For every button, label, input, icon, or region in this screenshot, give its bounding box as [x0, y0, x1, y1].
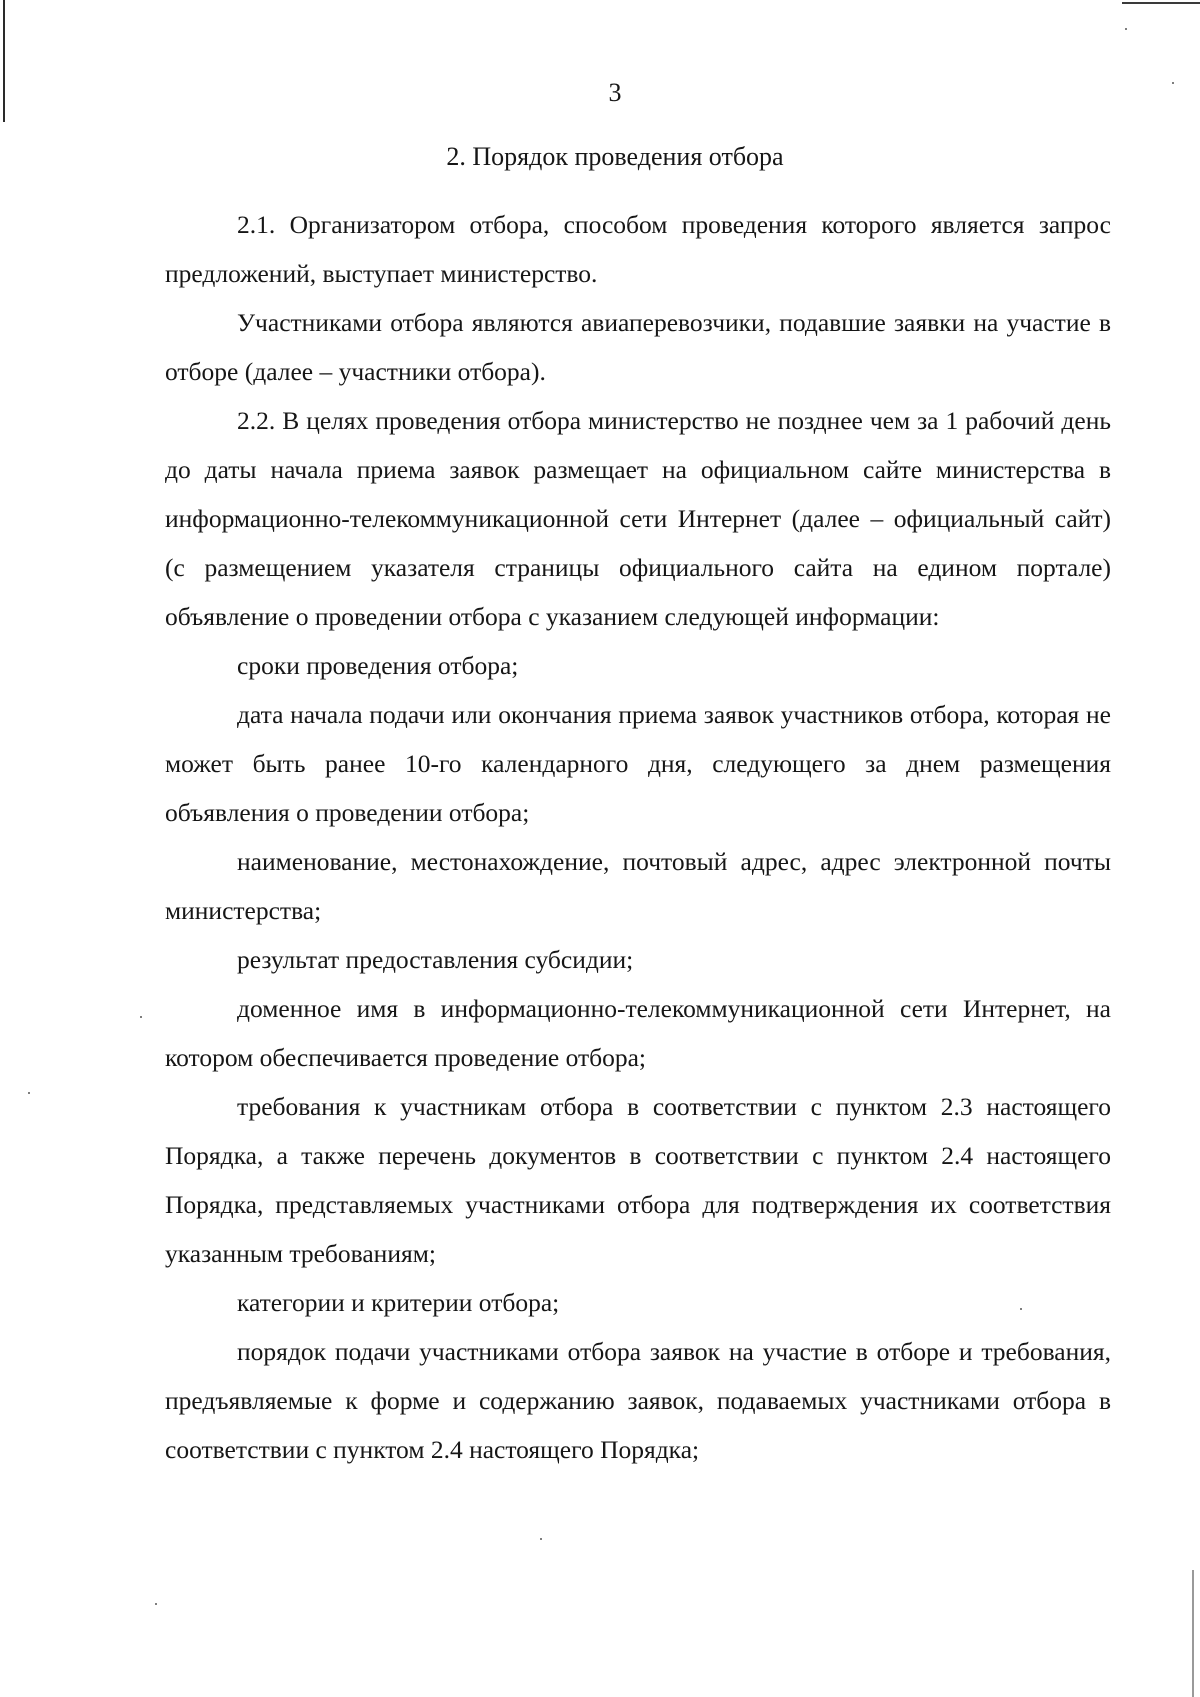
page-number: 3 [608, 78, 622, 107]
list-item-domain: доменное имя в информационно-телекоммуникационной сети Интернет, на котором обеспечивается проведение отбора; [165, 994, 1111, 1072]
list-item-contacts: наименование, местонахождение, почтовый адрес, адрес электронной почты министерства; [165, 847, 1111, 925]
paragraph-2-2: 2.2. В целях проведения отбора министерство не позднее чем за 1 рабочий день до даты начала приема заявок размещает на официальном сайте министерства в информационно-телекоммуникационной сети Интернет (далее – официальный сайт) (с размещением указателя страницы официального сайта на едином портале) объявление о проведении отбора с указанием следующей информации: [165, 406, 1111, 631]
scan-speck [155, 1603, 157, 1605]
scan-speck [28, 1092, 30, 1094]
body-text [165, 200, 1111, 1474]
list-item-result: результат предоставления субсидии; [237, 945, 634, 974]
section-title: 2. Порядок проведения отбора [446, 142, 784, 171]
scan-edge-top-right [1122, 2, 1200, 4]
list-item-requirements: требования к участникам отбора в соответствии с пунктом 2.3 настоящего Порядка, а также перечень документов в соответствии с пунктом 2.4 настоящего Порядка, представляемых участниками отбора для подтверждения их соответствия указанным требованиям; [165, 1092, 1111, 1268]
paragraph-2-1: 2.1. Организатором отбора, способом проведения которого является запрос предложений, выступает министерство. [165, 210, 1111, 288]
scan-edge-right [1192, 1570, 1194, 1697]
list-item-terms: сроки проведения отбора; [237, 651, 519, 680]
list-item-submission-order: порядок подачи участниками отбора заявок на участие в отборе и требования, предъявляемые к форме и содержанию заявок, подаваемых участниками отбора в соответствии с пунктом 2.4 настоящего Порядка; [165, 1337, 1111, 1464]
list-item-dates: дата начала подачи или окончания приема заявок участников отбора, которая не может быть ранее 10-го календарного дня, следующего за днем размещения объявления о проведении отбора; [165, 700, 1111, 827]
scan-speck [540, 1538, 542, 1540]
scan-speck [1125, 28, 1127, 30]
paragraph-participants: Участниками отбора являются авиаперевозчики, подавшие заявки на участие в отборе (далее – участники отбора). [165, 308, 1111, 386]
list-item-categories: категории и критерии отбора; [237, 1288, 560, 1317]
scan-speck [140, 1016, 142, 1018]
